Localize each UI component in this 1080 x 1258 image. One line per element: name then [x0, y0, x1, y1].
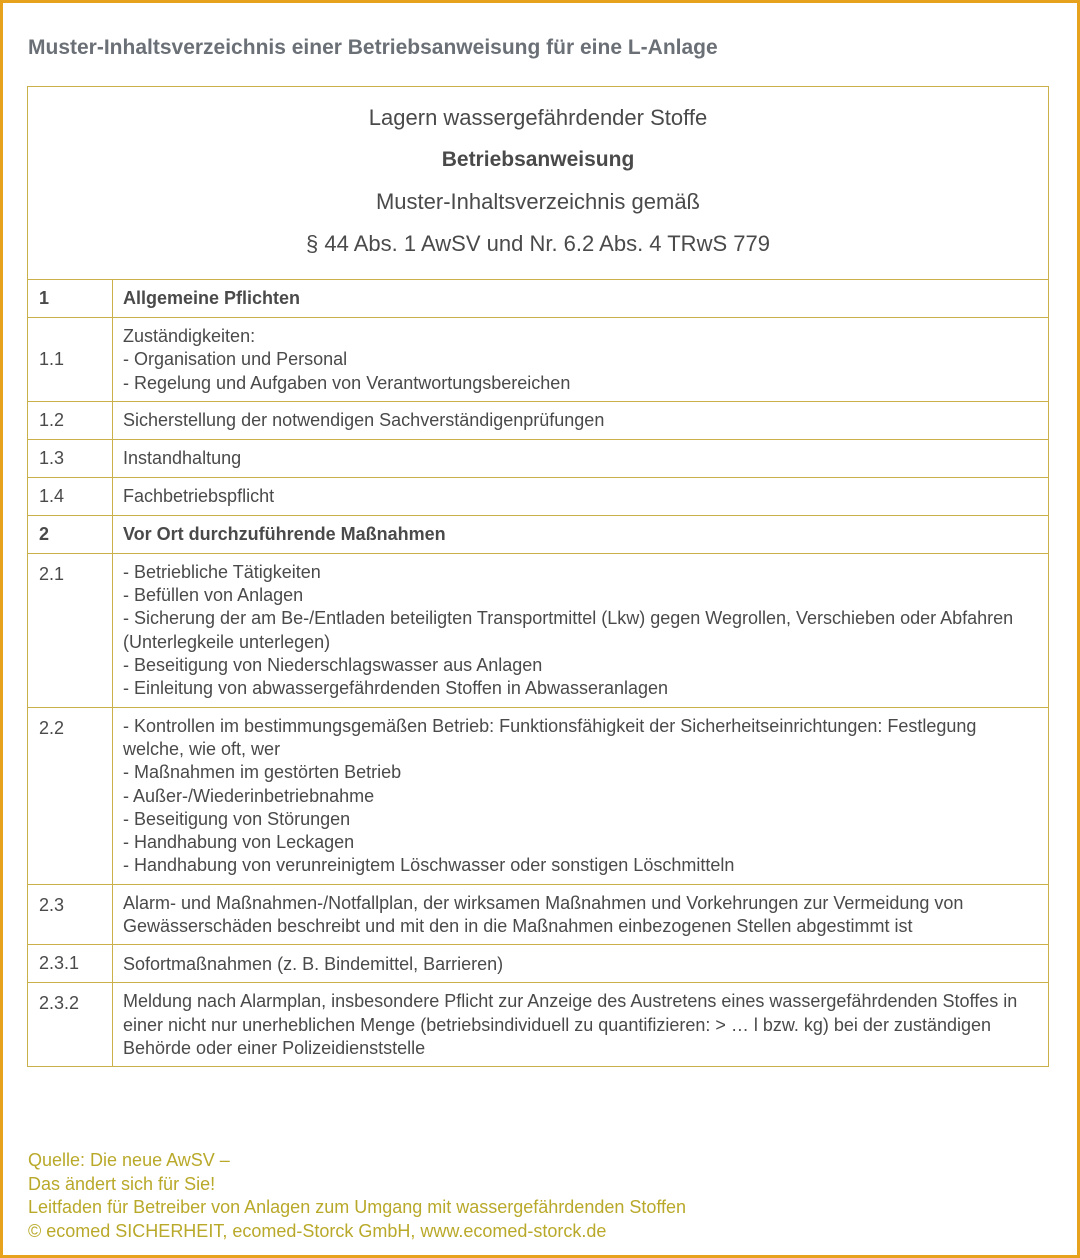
- section-number: 2.3: [28, 884, 113, 945]
- table-row: [28, 515, 1049, 553]
- section-text-line: Meldung nach Alarmplan, insbesondere Pflicht zur Anzeige des Austretens eines wassergefährdenden Stoffes in einer nicht nur unerheblichen Menge (betriebsindividuell zu quantifizieren: > … l bzw. kg) bei der zuständigen Behörde oder einer Polizeidienststelle: [123, 991, 1018, 1058]
- table-row: [28, 945, 1049, 983]
- section-text: [113, 553, 1049, 707]
- source-line: © ecomed SICHERHEIT, ecomed-Storck GmbH, www.ecomed-storck.de: [28, 1220, 607, 1241]
- table-row: [28, 439, 1049, 477]
- section-text-line: Alarm- und Maßnahmen-/Notfallplan, der wirksamen Maßnahmen und Vorkehrungen zur Vermeidung von Gewässerschäden beschreibt und mit den in die Maßnahmen einbezogenen Stellen abgestimmt ist: [123, 892, 964, 937]
- section-text: [113, 884, 1049, 945]
- table-header: [28, 87, 1049, 280]
- section-text: [113, 707, 1049, 884]
- section-text-line: - Betriebliche Tätigkeiten: [123, 561, 321, 582]
- page-title: Muster-Inhaltsverzeichnis einer Betriebsanweisung für eine L-Anlage: [28, 36, 718, 59]
- section-number: 1.3: [28, 439, 113, 477]
- section-text: [113, 477, 1049, 515]
- section-text: [113, 515, 1049, 553]
- section-text: [113, 318, 1049, 402]
- section-text-line: - Regelung und Aufgaben von Verantwortungsbereichen: [123, 372, 571, 393]
- section-number: 2.1: [28, 553, 113, 707]
- section-text-line: - Sicherung der am Be-/Entladen beteiligten Transportmittel (Lkw) gegen Wegrollen, Verschieben oder Abfahren (Unterlegkeile unterlegen): [123, 608, 1014, 652]
- table-row: [28, 280, 1049, 318]
- section-text-line: Sicherstellung der notwendigen Sachverständigenprüfungen: [123, 410, 605, 431]
- table-row: [28, 983, 1049, 1067]
- section-text-line: - Außer-/Wiederinbetriebnahme: [123, 785, 375, 806]
- table-row: [28, 884, 1049, 945]
- section-text-line: - Handhabung von Leckagen: [123, 832, 355, 853]
- section-text-line: - Befüllen von Anlagen: [123, 585, 304, 606]
- section-text-line: Vor Ort durchzuführende Maßnahmen: [123, 524, 446, 545]
- source-line: Leitfaden für Betreiber von Anlagen zum Umgang mit wassergefährdenden Stoffen: [28, 1197, 687, 1217]
- table-row: [28, 477, 1049, 515]
- section-text-line: Fachbetriebspflicht: [123, 486, 275, 507]
- toc-table: [27, 86, 1049, 1067]
- source-line: Quelle: Die neue AwSV –: [28, 1150, 230, 1170]
- header-doc-type: Betriebsanweisung: [441, 148, 635, 171]
- table-row: [28, 707, 1049, 884]
- section-text-line: - Beseitigung von Störungen: [123, 808, 351, 829]
- section-text-line: - Handhabung von verunreinigtem Löschwasser oder sonstigen Löschmitteln: [123, 855, 735, 876]
- header-legal-reference: § 44 Abs. 1 AwSV und Nr. 6.2 Abs. 4 TRwS 779: [306, 231, 770, 256]
- section-text-line: - Einleitung von abwassergefährdenden Stoffen in Abwasseranlagen: [123, 678, 669, 699]
- header-subtitle: Muster-Inhaltsverzeichnis gemäß: [375, 189, 700, 214]
- section-number: 1.2: [28, 401, 113, 439]
- section-number: 2.3.2: [28, 983, 113, 1067]
- section-text-line: - Beseitigung von Niederschlagswasser aus Anlagen: [123, 655, 543, 676]
- table-row: [28, 553, 1049, 707]
- section-number: 1: [28, 280, 113, 318]
- section-text-line: Allgemeine Pflichten: [123, 288, 301, 309]
- table-row: [28, 401, 1049, 439]
- section-number: 2: [28, 515, 113, 553]
- source-line: Das ändert sich für Sie!: [28, 1173, 216, 1194]
- section-text: [113, 280, 1049, 318]
- section-text-line: - Organisation und Personal: [123, 349, 348, 370]
- section-number: 2.3.1: [28, 945, 113, 983]
- section-text-line: Zuständigkeiten:: [123, 326, 256, 346]
- section-text-line: Sofortmaßnahmen (z. B. Bindemittel, Barrieren): [123, 953, 504, 974]
- section-text: [113, 401, 1049, 439]
- section-text-line: - Maßnahmen im gestörten Betrieb: [123, 762, 402, 783]
- section-number: 1.1: [28, 318, 113, 402]
- section-text: [113, 945, 1049, 983]
- table-row: [28, 318, 1049, 402]
- section-number: 2.2: [28, 707, 113, 884]
- section-text-line: - Kontrollen im bestimmungsgemäßen Betrieb: Funktionsfähigkeit der Sicherheitseinrichtungen: Festlegung welche, wie oft, wer: [123, 715, 977, 759]
- section-text: [113, 439, 1049, 477]
- table-header-row: [28, 87, 1049, 280]
- section-text: [113, 983, 1049, 1067]
- section-text-line: Instandhaltung: [123, 448, 242, 469]
- header-subject: Lagern wassergefährdender Stoffe: [368, 105, 708, 130]
- source-note: [28, 1149, 686, 1243]
- section-number: 1.4: [28, 477, 113, 515]
